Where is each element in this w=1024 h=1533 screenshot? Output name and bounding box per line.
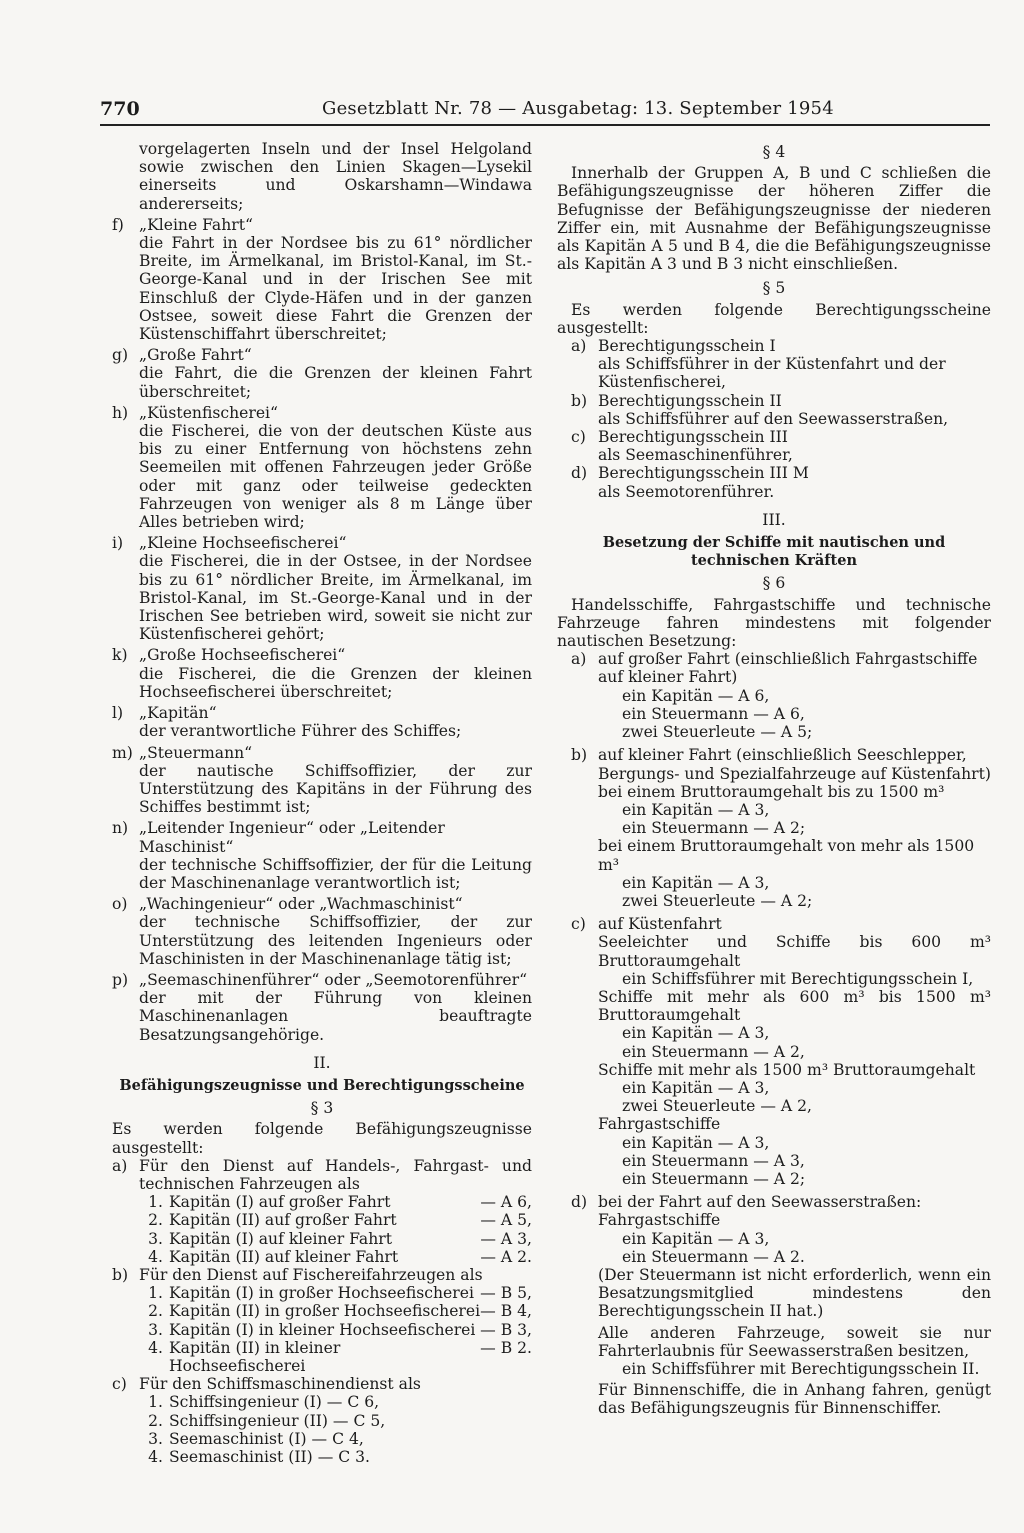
definition-item (112, 819, 532, 892)
row-number: 1. (148, 1193, 163, 1212)
permit-label: b) (571, 391, 588, 410)
row-code: — A 3, (480, 1229, 532, 1248)
definition-item (112, 346, 532, 401)
row-number: 4. (148, 1338, 163, 1357)
paragraph-4-text: Innerhalb der Gruppen A, B und C schließen die Befähigungszeugnisse der höheren Ziffer die Befugnisse der Befähigungszeugnisse der niederen Ziffer ein, mit Ausnahme der Befähigungszeugnisse als Kapitän A 5 und B 4, die die Befähigungszeugnisse als Kapitän A 3 und B 3 nicht einschließen. (557, 164, 991, 274)
certificate-row (139, 1448, 532, 1466)
row-number: 3. (148, 1229, 163, 1248)
steuermann-note: (Der Steuermann ist nicht erforderlich, wenn ein Besatzungsmitglied mindestens den Berechtigungsschein II hat.) (598, 1265, 991, 1321)
definition-text: die Fischerei, die die Grenzen der kleinen Hochseefischerei überschreitet; (139, 664, 532, 701)
paragraph-5-number: § 5 (762, 279, 786, 298)
definition-label: g) (112, 346, 129, 365)
crew-item-a: a) auf großer Fahrt (einschließlich Fahrgastschiffe auf kleiner Fahrt) ein Kapitän — A 6, ein Steuermann — A 6, zwei Steuerleute — A 5; (571, 650, 991, 741)
certificate-group (112, 1266, 532, 1375)
permit-item (571, 464, 991, 500)
row-code: — B 3, (480, 1320, 532, 1339)
row-title: Schiffsingenieur (II) — C 5, (169, 1411, 386, 1430)
row-number: 2. (148, 1211, 163, 1230)
group-label: c) (112, 1375, 127, 1394)
permit-item (571, 428, 991, 464)
permit-item (571, 392, 991, 428)
inland-vessels-note: Für Binnenschiffe, die in Anhang fahren, genügt das Befähigungszeugnis für Binnenschiffer. (598, 1381, 991, 1418)
group-text: Für den Dienst auf Handels-, Fahrgast- und technischen Fahrzeugen als (139, 1156, 532, 1193)
left-column (112, 140, 532, 1466)
permit-name: Berechtigungsschein III (598, 428, 788, 447)
permit-name: Berechtigungsschein I (598, 337, 776, 356)
definition-label: m) (112, 743, 133, 762)
certificate-row (139, 1248, 532, 1266)
definition-term: „Leitender Ingenieur“ oder „Leitender Maschinist“ (139, 819, 445, 856)
certificate-group (112, 1375, 532, 1466)
row-title: Seemaschinist (II) — C 3. (169, 1448, 371, 1467)
row-code: — B 2. (480, 1338, 532, 1357)
section-number: II. (313, 1053, 331, 1072)
page-header (100, 98, 990, 126)
row-title: Kapitän (II) in kleiner Hochseefischerei (169, 1338, 341, 1375)
certificate-row (139, 1339, 532, 1375)
section-3-heading: Besetzung der Schiffe mit nautischen und technischen Kräften (602, 534, 946, 570)
paragraph-number: § 3 (310, 1099, 334, 1118)
definition-text: der mit der Führung von kleinen Maschinenanlagen beauftragte Besatzungsangehörige. (139, 989, 532, 1044)
group-label: b) (112, 1265, 129, 1284)
crew-line: ein Steuermann — A 2; (622, 1169, 806, 1188)
section-heading: Befähigungszeugnisse und Berechtigungsscheine (119, 1076, 525, 1094)
row-number: 1. (148, 1284, 163, 1303)
definition-item (112, 971, 532, 1044)
row-title: Kapitän (II) auf großer Fahrt (169, 1211, 397, 1230)
group-text: Für den Schiffsmaschinendienst als (139, 1375, 421, 1394)
certificate-row (139, 1393, 532, 1411)
definition-label: p) (112, 970, 129, 989)
certificate-groups (112, 1157, 532, 1466)
crew-line: ein Kapitän — A 3, (622, 1133, 770, 1152)
row-title: Schiffsingenieur (I) — C 6, (169, 1393, 380, 1412)
crew-line: ein Kapitän — A 3, (622, 1229, 770, 1248)
row-title: Kapitän (II) in großer Hochseefischerei (169, 1302, 481, 1321)
row-title: Kapitän (II) auf kleiner Fahrt (169, 1247, 399, 1266)
permit-label: c) (571, 428, 586, 447)
definition-label: o) (112, 895, 128, 914)
row-number: 4. (148, 1247, 163, 1266)
crew-line: ein Kapitän — A 3, (622, 1078, 770, 1097)
crew-line: ein Kapitän — A 3, (622, 800, 770, 819)
row-title: Kapitän (I) auf kleiner Fahrt (169, 1229, 392, 1248)
other-vessels: Alle anderen Fahrzeuge, soweit sie nur Fahrterlaubnis für Seewasserstraßen besitzen, (598, 1323, 991, 1360)
group-label: a) (112, 1156, 128, 1175)
definition-item (112, 744, 532, 817)
right-column (557, 140, 991, 1418)
definition-term: „Seemaschinenführer“ oder „Seemotorenführer“ (139, 970, 528, 989)
definition-text: der technische Schiffsoffizier, der zur Unterstützung des leitenden Ingenieurs oder Maschinisten in der Maschinenanlage tätig ist; (139, 913, 532, 968)
crew-line: ein Kapitän — A 3, (622, 1024, 770, 1043)
crew-item-b: b) auf kleiner Fahrt (einschließlich Seeschlepper, Bergungs- und Spezialfahrzeuge auf Küstenfahrt) bei einem Bruttoraumgehalt bis zu 1500 m³ ein Kapitän — A 3, ein Steuermann — A 2; bei einem Bruttoraumgehalt von mehr als 1500 m³ ein Kapitän — A 3, zwei Steuerleute — A 2; (571, 746, 991, 910)
crew-line: ein Steuermann — A 6, (622, 704, 805, 723)
row-number: 4. (148, 1448, 163, 1467)
permit-label: d) (571, 464, 588, 483)
definition-item (112, 895, 532, 968)
row-number: 2. (148, 1302, 163, 1321)
crew-line: ein Schiffsführer mit Berechtigungsschein I, (622, 969, 974, 988)
certificate-row (139, 1302, 532, 1320)
definition-term: „Kleine Fahrt“ (139, 215, 253, 234)
permit-name: Berechtigungsschein II (598, 391, 782, 410)
crew-line: ein Steuermann — A 3, (622, 1151, 805, 1170)
row-number: 2. (148, 1411, 163, 1430)
definition-item (112, 404, 532, 531)
certificate-group (112, 1157, 532, 1266)
permit-role: als Seemaschinenführer, (598, 446, 793, 465)
page-number: 770 (100, 98, 140, 120)
crew-item-c: c) auf Küstenfahrt Seeleichter und Schiffe bis 600 m³ Bruttoraumgehalt ein Schiffsführer mit Berechtigungsschein I, Schiffe mit mehr als 600 m³ bis 1500 m³ Bruttoraumgehalt ein Kapitän — A 3, ein Steuermann — A 2, Schiffe mit mehr als 1500 m³ Bruttoraumgehalt ein Kapitän — A 3, zwei Steuerleute — A 2, Fahrgastschiffe ein Kapitän — A 3, ein Steuermann — A 3, ein Steuermann — A 2; (571, 915, 991, 1188)
permit-item (571, 337, 991, 392)
permit-role: als Seemotorenführer. (598, 482, 775, 501)
definition-term: „Küstenfischerei“ (139, 403, 279, 422)
crew-line: zwei Steuerleute — A 2, (622, 1097, 812, 1116)
crew-line: ein Kapitän — A 6, (622, 686, 770, 705)
definition-list (112, 216, 532, 1044)
row-title: Kapitän (I) in kleiner Hochseefischerei (169, 1320, 476, 1339)
crew-line: ein Steuermann — A 2. (622, 1247, 805, 1266)
section-3-number: III. (762, 510, 786, 529)
crew-item-d: d) bei der Fahrt auf den Seewasserstraßen: Fahrgastschiffe ein Kapitän — A 3, ein Steuermann — A 2. (Der Steuermann ist nicht erforderlich, wenn ein Besatzungsmitglied mindestens den Berechtigungsschein II hat.) Alle anderen Fahrzeuge, soweit sie nur Fahrterlaubnis für Seewasserstraßen besitzen, ein Schiffsführer mit Berechtigungsschein II. Für Binnenschiffe, die in Anhang fahren, genügt das Befähigungszeugnis für Binnenschiffer. (571, 1193, 991, 1418)
row-title: Kapitän (I) auf großer Fahrt (169, 1193, 391, 1212)
crew-line: zwei Steuerleute — A 5; (622, 723, 813, 742)
definition-text: der verantwortliche Führer des Schiffes; (139, 722, 462, 741)
crew-line: ein Steuermann — A 2, (622, 1042, 805, 1061)
definition-text: der nautische Schiffsoffizier, der zur Unterstützung des Kapitäns in der Führung des Schiffes bestimmt ist; (139, 761, 532, 817)
row-code: — A 5, (480, 1211, 532, 1230)
definition-label: n) (112, 819, 129, 838)
row-number: 1. (148, 1393, 163, 1412)
definition-item (112, 704, 532, 740)
row-code: — A 2. (480, 1247, 532, 1266)
crew-line: zwei Steuerleute — A 2; (622, 891, 813, 910)
certificate-row (139, 1321, 532, 1339)
definition-text: die Fahrt, die die Grenzen der kleinen Fahrt überschreitet; (139, 364, 532, 401)
definition-item (112, 216, 532, 343)
intro-paragraph: vorgelagerten Inseln und der Insel Helgoland sowie zwischen den Linien Skagen—Lysekil einerseits und Oskarshamn—Windawa andererseits; (139, 140, 532, 213)
paragraph-6-number: § 6 (762, 574, 786, 593)
certificate-row (139, 1412, 532, 1430)
row-title: Kapitän (I) in großer Hochseefischerei (169, 1284, 474, 1303)
row-code: — B 4, (480, 1302, 532, 1321)
row-number: 3. (148, 1429, 163, 1448)
paragraph-6-intro: Handelsschiffe, Fahrgastschiffe und technische Fahrzeuge fahren mindestens mit folgender nautischen Besetzung: (557, 595, 991, 651)
definition-text: die Fischerei, die in der Ostsee, in der Nordsee bis zu 61° nördlicher Breite, im Ärmelkanal, im Bristol-Kanal, im St.-George-Kanal und in der Irischen See betrieben wird, soweit sie nicht zur Küstenfischerei gehört; (139, 552, 532, 644)
definition-label: h) (112, 403, 129, 422)
permit-role: als Schiffsführer in der Küstenfahrt und der Küstenfischerei, (598, 355, 946, 392)
definition-term: „Große Hochseefischerei“ (139, 646, 346, 665)
paragraph-5-intro: Es werden folgende Berechtigungsscheine ausgestellt: (557, 300, 991, 337)
certificate-row (139, 1211, 532, 1229)
permit-role: als Schiffsführer auf den Seewasserstraßen, (598, 409, 949, 428)
permit-name: Berechtigungsschein III M (598, 464, 809, 483)
definition-term: „Steuermann“ (139, 743, 253, 762)
definition-term: „Kleine Hochseefischerei“ (139, 534, 347, 553)
certificate-row (139, 1193, 532, 1211)
row-number: 3. (148, 1320, 163, 1339)
row-title: Seemaschinist (I) — C 4, (169, 1429, 364, 1448)
definition-text: die Fischerei, die von der deutschen Küste aus bis zu einer Entfernung von höchstens zehn Seemeilen mit offenen Fahrzeugen jeder Größe oder mit ganz oder teilweise gedeckten Fahrzeugen von weniger als 8 m Länge über Alles betrieben wird; (139, 422, 532, 532)
paragraph-4-number: § 4 (762, 143, 786, 161)
permit-list (557, 337, 991, 501)
gazette-title: Gesetzblatt Nr. 78 — Ausgabetag: 13. September 1954 (322, 98, 834, 119)
definition-label: i) (112, 534, 124, 553)
row-code: — A 6, (480, 1193, 532, 1212)
paragraph-intro: Es werden folgende Befähigungszeugnisse ausgestellt: (112, 1120, 532, 1157)
group-text: Für den Dienst auf Fischereifahrzeugen als (139, 1265, 483, 1284)
certificate-row (139, 1284, 532, 1302)
certificate-row (139, 1230, 532, 1248)
row-code: — B 5, (480, 1284, 532, 1303)
definition-text: die Fahrt in der Nordsee bis zu 61° nördlicher Breite, im Ärmelkanal, im Bristol-Kanal, im St.-George-Kanal und in der Irischen See mit Einschluß der Clyde-Häfen und in der ganzen Ostsee, soweit diese Fahrt die Grenzen der Küstenschiffahrt überschreitet; (139, 234, 532, 344)
crew-line: ein Kapitän — A 3, (622, 873, 770, 892)
permit-label: a) (571, 337, 587, 356)
crew-line: ein Steuermann — A 2; (622, 819, 806, 838)
definition-term: „Große Fahrt“ (139, 346, 252, 365)
certificate-row (139, 1430, 532, 1448)
definition-term: „Wachingenieur“ oder „Wachmaschinist“ (139, 895, 463, 914)
definition-label: l) (112, 704, 124, 723)
definition-item (112, 646, 532, 701)
definition-item (112, 534, 532, 643)
definition-term: „Kapitän“ (139, 704, 217, 723)
definition-text: der technische Schiffsoffizier, der für die Leitung der Maschinenanlage verantwortlich ist; (139, 855, 532, 892)
definition-label: k) (112, 646, 128, 665)
definition-label: f) (112, 215, 124, 234)
